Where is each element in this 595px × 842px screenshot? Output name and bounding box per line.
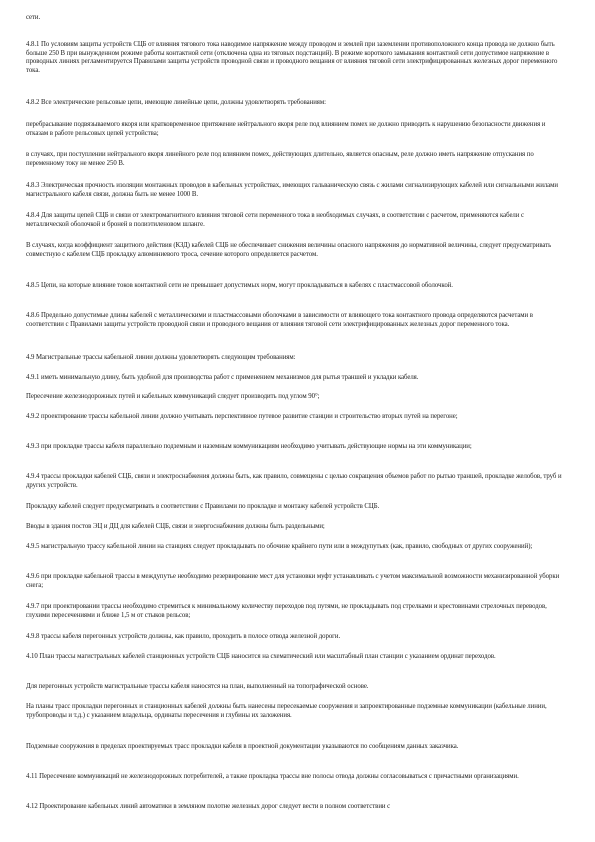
paragraph: 4.9 Магистральные трассы кабельной линии должны удовлетворять следующим требованиям: — [26, 354, 296, 361]
paragraph: 4.9.4 трассы прокладки кабелей СЦБ, связи и электроснабжения должны быть, как правило, совмещены с целью сокращения объемов работ по рытью траншей, прокладке желобов, труб и других устройств. — [26, 473, 562, 489]
paragraph: Прокладку кабелей следует предусматривать в соответствии с Правилами по прокладке и монтажу кабелей устройств СЦБ. — [26, 503, 380, 510]
paragraph: Подземные сооружения в пределах проектируемых трасс прокладки кабеля в проектной документации указываются по сообщениям данных заказчика. — [26, 743, 459, 750]
paragraph: 4.8.5 Цепи, на которые влияние токов контактной сети не превышает допустимых норм, могут прокладываться в кабелях с пластмассовой оболочкой. — [26, 282, 453, 289]
paragraph: 4.9.7 при проектировании трассы необходимо стремиться к минимальному количеству переходов под путями, не прокладывать под стрелками и крестовинами стрелочных переводов, глухими пересечениями и ближе 1,5 м от стыков рельсов; — [26, 603, 547, 619]
paragraph: 4.9.2 проектирование трассы кабельной линии должно учитывать перспективное путевое развитие станции и строительство вторых путей на перегоне; — [26, 413, 458, 420]
paragraph: 4.8.6 Предельно допустимые длины кабелей с металлическими и пластмассовыми оболочками в зависимости от влияющего тока контактного провода определяются расчетами в соответствии с Правилами защиты устройств проводной связи и проводного вещания от влияния тяговой сети электрифицированных железных дорог переменного тока. — [26, 312, 533, 328]
paragraph: Пересечение железнодорожных путей и кабельных коммуникаций следует производить под углом 90°; — [26, 393, 320, 400]
paragraph: в случаях, при поступлении нейтрального якоря линейного реле под влиянием помех, действующих длительно, является опасным, реле должно иметь напряжение отпускания по переменному току не менее 250 В. — [26, 151, 534, 167]
paragraph: Для перегонных устройств магистральные трассы кабеля наносятся на план, выполненный на топографической основе. — [26, 683, 369, 690]
paragraph: 4.8.1 По условиям защиты устройств СЦБ от влияния тягового тока наводимое напряжение между проводом и землей при заземлении противоположного конца провода не должно быть больше 250 В при вынужденном режиме работы контактной сети (отключена одна из тяговых подстанций). В режиме короткого замыкания контактной сети допустимое напряжение в проводных линиях регламентируется Правилами защиты устройств проводной связи и проводного вещания от влияния тяговой сети электрифицированных железных дорог переменного тока. — [26, 41, 558, 74]
paragraph: 4.8.2 Все электрические рельсовые цепи, имеющие линейные цепи, должны удовлетворять требованиям: — [26, 99, 326, 106]
paragraph: 4.9.8 трассы кабеля перегонных устройств должны, как правило, проходить в полосе отвода железной дороги. — [26, 633, 341, 640]
paragraph: На планы трасс прокладки перегонных и станционных кабелей должны быть нанесены пересекаемые сооружения и запроектированные подземные коммуникации (кабельные линии, трубопроводы и т.д.) с указанием владельца, ординаты пересечения и глубины их заложения. — [26, 703, 547, 719]
paragraph: 4.9.5 магистральную трассу кабельной линии на станциях следует прокладывать по обочине крайнего пути или в междупутьях (как, правило, свободных от других сооружений); — [26, 543, 533, 550]
paragraph: 4.10 План трассы магистральных кабелей станционных устройств СЦБ наносится на схематический или масштабный план станции с указанием ординат переходов. — [26, 653, 496, 660]
paragraph: 4.9.3 при прокладке трассы кабеля параллельно подземным и наземным коммуникациям необходимо учитывать действующие нормы на эти коммуникации; — [26, 443, 472, 450]
paragraph: 4.8.3 Электрическая прочность изоляции монтажных проводов в кабельных устройствах, имеющих гальваническую связь с жилами сигнализирующих кабелей или сигнальными жилами магистрального кабеля связи, должна быть не менее 1000 В. — [26, 182, 558, 198]
paragraph: 4.8.4 Для защиты цепей СЦБ и связи от электромагнитного влияния тяговой сети переменного тока в необходимых случаях, в соответствии с расчетом, применяются кабели с металлической оболочкой и броней в полиэтиленовом шланге. — [26, 212, 524, 228]
paragraph: сети. — [26, 14, 41, 21]
document-page — [26, 0, 567, 842]
paragraph: 4.12 Проектирование кабельных линий автоматики в земляном полотне железных дорог следует вести в полном соответствии с — [26, 803, 391, 810]
paragraph: 4.11 Пересечение коммуникаций не железнодорожных потребителей, а также прокладка трассы вне полосы отвода должны согласовываться с причастными организациями. — [26, 773, 519, 780]
paragraph: Вводы в здания постов ЭЦ и ДЦ для кабелей СЦБ, связи и энергоснабжения должны быть раздельными; — [26, 523, 325, 530]
paragraph: В случаях, когда коэффициент защитного действия (КЗД) кабелей СЦБ не обеспечивает снижения величины опасного напряжения до нормативной величины, следует предусматривать совместную с кабелем СЦБ прокладку алюминиевого троса, сечение которого определяется расчетом. — [26, 242, 552, 258]
paragraph: перебрасывание подвязываемого якоря или кратковременное притяжение нейтрального якоря реле под влиянием помех не должно приводить к нарушению безопасности движения и отказам в работе рельсовых цепей устройства; — [26, 121, 546, 137]
paragraph: 4.9.6 при прокладке кабельной трассы в междупутье необходимо резервирование мест для установки муфт устанавливать с учетом максимальной возможности механизированной уборки снега; — [26, 573, 560, 589]
paragraph: 4.9.1 иметь минимальную длину, быть удобной для производства работ с применением механизмов для рытья траншей и укладки кабеля. — [26, 374, 419, 381]
